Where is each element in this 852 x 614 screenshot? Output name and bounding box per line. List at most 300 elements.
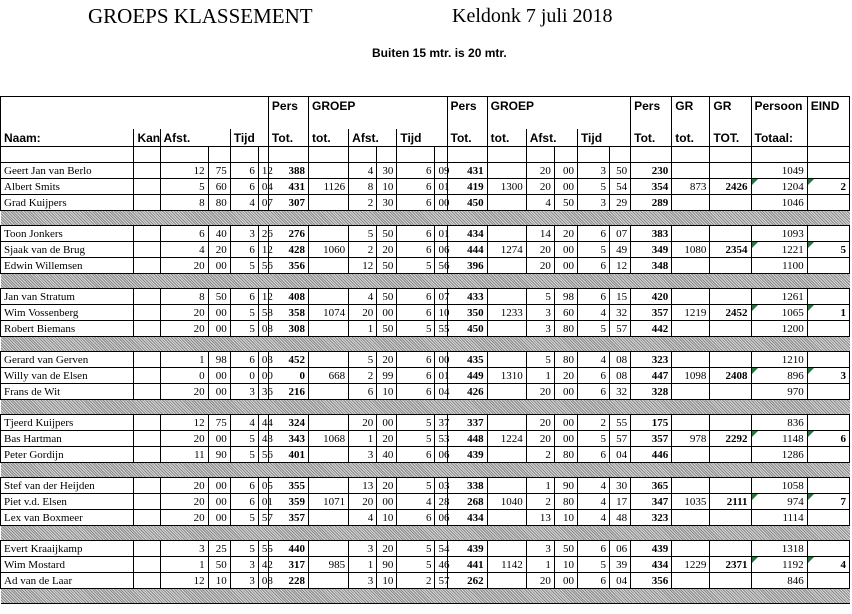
cell-tijd2b: 55 [435, 321, 447, 337]
cell-tijd1b: 58 [258, 305, 268, 321]
cell-tijd3b: 57 [610, 431, 631, 447]
cell-pers2: 434 [447, 226, 487, 242]
cell-tijd1b: 57 [258, 510, 268, 526]
cell-grtot [710, 447, 751, 463]
cell-grtot [710, 478, 751, 494]
cell-pers2: 426 [447, 384, 487, 400]
cell-afst2a: 1 [349, 321, 377, 337]
cell-gr [672, 478, 710, 494]
cell-pers1: 408 [268, 289, 308, 305]
cell-pers1: 356 [268, 258, 308, 274]
cell-kan [134, 415, 160, 431]
cell-afst3a: 4 [526, 195, 554, 211]
cell-afst1a: 5 [160, 179, 208, 195]
cell-persoon: 1200 [751, 321, 807, 337]
cell-pers2: 268 [447, 494, 487, 510]
cell-name: Albert Smits [1, 179, 134, 195]
cell-tijd1b: 08 [258, 573, 268, 589]
cell-pers1: 452 [268, 352, 308, 368]
header-blank [1, 97, 269, 130]
cell-grp2 [487, 510, 526, 526]
cell-afst1a: 20 [160, 258, 208, 274]
cell-tijd3b: 49 [610, 242, 631, 258]
cell-pers1: 359 [268, 494, 308, 510]
cell-afst1a: 12 [160, 163, 208, 179]
cell-grtot [710, 321, 751, 337]
cell-name: Evert Kraaijkamp [1, 541, 134, 557]
table-row [1, 289, 850, 305]
cell-gr [672, 195, 710, 211]
cell-pers2: 434 [447, 510, 487, 526]
col-naam: Naam: [1, 129, 134, 147]
cell-persoon: 836 [751, 415, 807, 431]
cell-eind [807, 478, 849, 494]
cell-grp1 [309, 384, 349, 400]
cell-tijd2b: 06 [435, 242, 447, 258]
cell-afst2a: 20 [349, 305, 377, 321]
cell-afst1b: 00 [208, 258, 230, 274]
cell-afst1b: 75 [208, 163, 230, 179]
cell-kan [134, 289, 160, 305]
cell-afst1b: 00 [208, 478, 230, 494]
cell-tijd2b: 04 [435, 384, 447, 400]
cell-eind [807, 447, 849, 463]
cell-grp2 [487, 289, 526, 305]
cell-afst2b: 30 [377, 195, 397, 211]
cell-afst3b: 00 [554, 163, 577, 179]
cell-tijd1a: 6 [230, 352, 258, 368]
cell-eind [807, 510, 849, 526]
cell-afst3b: 80 [554, 321, 577, 337]
cell-tijd3a: 4 [577, 510, 609, 526]
cell-tijd2a: 6 [397, 226, 435, 242]
cell-tijd2b: 37 [435, 415, 447, 431]
table-row [1, 557, 850, 573]
cell-afst1b: 98 [208, 352, 230, 368]
cell-afst2a: 3 [349, 541, 377, 557]
cell-pers1: 355 [268, 478, 308, 494]
cell-tijd2b: 09 [435, 163, 447, 179]
table-row [1, 242, 850, 258]
cell-afst2b: 00 [377, 415, 397, 431]
group-separator [1, 337, 850, 352]
cell-gr [672, 258, 710, 274]
cell-name: Robert Biemans [1, 321, 134, 337]
cell-persoon: 1318 [751, 541, 807, 557]
cell-afst2b: 10 [377, 179, 397, 195]
cell-tijd1b: 05 [258, 478, 268, 494]
cell-gr [672, 415, 710, 431]
group-separator [1, 211, 850, 226]
cell-afst1b: 00 [208, 494, 230, 510]
cell-tijd2b: 01 [435, 226, 447, 242]
cell-afst3b: 00 [554, 431, 577, 447]
cell-afst2b: 90 [377, 557, 397, 573]
cell-afst3b: 60 [554, 305, 577, 321]
col-groep-2: GROEP [487, 97, 630, 130]
separator-band [1, 589, 850, 604]
cell-afst2a: 20 [349, 494, 377, 510]
cell-grp2 [487, 541, 526, 557]
cell-tijd1b: 36 [258, 384, 268, 400]
cell-persoon: 1100 [751, 258, 807, 274]
cell-afst1b: 80 [208, 195, 230, 211]
cell-grp1: 668 [309, 368, 349, 384]
cell-pers3: 356 [631, 573, 672, 589]
cell-pers2: 431 [447, 163, 487, 179]
cell-grp1: 1071 [309, 494, 349, 510]
cell-grtot [710, 384, 751, 400]
cell-tijd3b: 07 [610, 226, 631, 242]
cell-afst2a: 4 [349, 163, 377, 179]
cell-afst2b: 00 [377, 305, 397, 321]
cell-tijd3b: 30 [610, 478, 631, 494]
cell-grp1 [309, 321, 349, 337]
cell-tijd1b: 42 [258, 557, 268, 573]
cell-grp2: 1300 [487, 179, 526, 195]
separator-band [1, 400, 850, 415]
cell-tijd2b: 54 [435, 541, 447, 557]
group-ranking-table [0, 96, 850, 604]
cell-gr: 1035 [672, 494, 710, 510]
cell-tijd3b: 12 [610, 258, 631, 274]
cell-tijd3a: 5 [577, 557, 609, 573]
cell-afst3a: 20 [526, 258, 554, 274]
cell-pers1: 307 [268, 195, 308, 211]
col-pers-1: Pers [268, 97, 308, 130]
cell-eind [807, 384, 849, 400]
cell-afst3a: 3 [526, 541, 554, 557]
cell-pers3: 383 [631, 226, 672, 242]
cell-tijd3b: 08 [610, 352, 631, 368]
cell-afst3a: 20 [526, 242, 554, 258]
cell-tijd1a: 6 [230, 242, 258, 258]
cell-afst1b: 40 [208, 226, 230, 242]
cell-tijd3a: 6 [577, 447, 609, 463]
cell-afst1a: 20 [160, 305, 208, 321]
cell-afst1a: 20 [160, 431, 208, 447]
col-tijd-1: Tijd [230, 129, 268, 147]
cell-kan [134, 195, 160, 211]
cell-pers2: 396 [447, 258, 487, 274]
cell-afst2a: 2 [349, 368, 377, 384]
cell-grp2 [487, 447, 526, 463]
cell-tijd2a: 6 [397, 352, 435, 368]
col-persoon: Persoon [751, 97, 807, 130]
cell-tijd2a: 6 [397, 384, 435, 400]
cell-tijd1b: 56 [258, 258, 268, 274]
cell-eind: 5 [807, 242, 849, 258]
page-title: GROEPS KLASSEMENT [88, 4, 313, 28]
cell-kan [134, 242, 160, 258]
cell-afst1a: 12 [160, 415, 208, 431]
table-row [1, 163, 850, 179]
cell-afst2b: 50 [377, 226, 397, 242]
cell-tijd3a: 6 [577, 258, 609, 274]
col-eind-blank [807, 129, 849, 147]
cell-tijd1a: 3 [230, 557, 258, 573]
cell-tijd3a: 4 [577, 352, 609, 368]
cell-afst1b: 00 [208, 321, 230, 337]
table-row [1, 541, 850, 557]
cell-tijd2a: 5 [397, 557, 435, 573]
cell-grp1: 985 [309, 557, 349, 573]
cell-pers3: 289 [631, 195, 672, 211]
cell-tijd3a: 5 [577, 179, 609, 195]
cell-persoon: 974 [751, 494, 807, 510]
cell-eind [807, 573, 849, 589]
cell-afst3b: 80 [554, 494, 577, 510]
cell-pers2: 262 [447, 573, 487, 589]
cell-kan [134, 447, 160, 463]
cell-tijd3a: 6 [577, 384, 609, 400]
cell-afst2b: 00 [377, 494, 397, 510]
cell-afst1b: 00 [208, 431, 230, 447]
cell-grp1 [309, 289, 349, 305]
cell-tijd1a: 6 [230, 478, 258, 494]
cell-tijd3a: 4 [577, 494, 609, 510]
cell-afst1b: 60 [208, 179, 230, 195]
cell-pers1: 228 [268, 573, 308, 589]
cell-grp2: 1224 [487, 431, 526, 447]
cell-gr: 1219 [672, 305, 710, 321]
cell-tijd2b: 03 [435, 478, 447, 494]
cell-kan [134, 510, 160, 526]
cell-afst1a: 11 [160, 447, 208, 463]
cell-afst3a: 14 [526, 226, 554, 242]
cell-pers3: 357 [631, 431, 672, 447]
cell-tijd2b: 00 [435, 352, 447, 368]
cell-tijd2a: 6 [397, 289, 435, 305]
cell-grp1 [309, 447, 349, 463]
cell-tijd3a: 4 [577, 478, 609, 494]
cell-kan [134, 179, 160, 195]
cell-grp1: 1126 [309, 179, 349, 195]
group-separator [1, 526, 850, 541]
cell-tijd3b: 08 [610, 368, 631, 384]
cell-eind [807, 352, 849, 368]
col-tot-1: Tot. [268, 129, 308, 147]
cell-tijd1a: 3 [230, 384, 258, 400]
table-row [1, 510, 850, 526]
cell-pers1: 324 [268, 415, 308, 431]
cell-afst2a: 5 [349, 352, 377, 368]
cell-pers1: 357 [268, 510, 308, 526]
cell-tijd3b: 32 [610, 384, 631, 400]
col-tot-3: Tot. [631, 129, 672, 147]
group-separator [1, 463, 850, 478]
cell-afst3b: 80 [554, 352, 577, 368]
cell-persoon: 1221 [751, 242, 807, 258]
cell-tijd3b: 15 [610, 289, 631, 305]
cell-tijd2a: 4 [397, 494, 435, 510]
cell-afst2b: 20 [377, 431, 397, 447]
cell-pers1: 276 [268, 226, 308, 242]
cell-afst1a: 20 [160, 321, 208, 337]
cell-afst1a: 20 [160, 384, 208, 400]
cell-grtot: 2452 [710, 305, 751, 321]
cell-pers3: 323 [631, 510, 672, 526]
cell-grp1 [309, 573, 349, 589]
cell-name: Frans de Wit [1, 384, 134, 400]
cell-afst2b: 10 [377, 384, 397, 400]
cell-persoon: 1148 [751, 431, 807, 447]
cell-afst3b: 10 [554, 557, 577, 573]
cell-grp2 [487, 478, 526, 494]
cell-tijd3a: 6 [577, 368, 609, 384]
cell-afst3b: 20 [554, 226, 577, 242]
cell-kan [134, 541, 160, 557]
cell-afst1b: 00 [208, 305, 230, 321]
cell-name: Toon Jonkers [1, 226, 134, 242]
group-separator [1, 589, 850, 604]
cell-afst2a: 2 [349, 242, 377, 258]
cell-tijd1b: 01 [258, 494, 268, 510]
cell-kan [134, 573, 160, 589]
cell-afst3b: 98 [554, 289, 577, 305]
cell-afst2a: 3 [349, 447, 377, 463]
cell-afst3a: 1 [526, 478, 554, 494]
cell-pers1: 428 [268, 242, 308, 258]
cell-name: Peter Gordijn [1, 447, 134, 463]
cell-pers2: 444 [447, 242, 487, 258]
cell-pers3: 230 [631, 163, 672, 179]
cell-gr [672, 510, 710, 526]
cell-afst1a: 0 [160, 368, 208, 384]
cell-pers2: 435 [447, 352, 487, 368]
cell-afst1b: 75 [208, 415, 230, 431]
cell-tijd1b: 26 [258, 226, 268, 242]
cell-pers3: 328 [631, 384, 672, 400]
table-row [1, 226, 850, 242]
cell-afst2b: 10 [377, 573, 397, 589]
table-row [1, 305, 850, 321]
cell-afst3a: 1 [526, 557, 554, 573]
cell-afst3b: 80 [554, 447, 577, 463]
cell-persoon: 896 [751, 368, 807, 384]
cell-afst2b: 99 [377, 368, 397, 384]
cell-grp2: 1274 [487, 242, 526, 258]
cell-persoon: 1065 [751, 305, 807, 321]
cell-pers1: 440 [268, 541, 308, 557]
cell-tijd1a: 6 [230, 289, 258, 305]
cell-pers3: 349 [631, 242, 672, 258]
cell-name: Lex van Boxmeer [1, 510, 134, 526]
cell-tijd2a: 6 [397, 242, 435, 258]
cell-tijd2b: 01 [435, 179, 447, 195]
cell-name: Bas Hartman [1, 431, 134, 447]
cell-kan [134, 431, 160, 447]
cell-grp2 [487, 352, 526, 368]
cell-gr [672, 573, 710, 589]
cell-afst3b: 00 [554, 384, 577, 400]
cell-pers2: 433 [447, 289, 487, 305]
cell-afst3a: 13 [526, 510, 554, 526]
table-row [1, 494, 850, 510]
cell-name: Willy van de Elsen [1, 368, 134, 384]
cell-kan [134, 305, 160, 321]
table-row [1, 195, 850, 211]
cell-afst3a: 5 [526, 352, 554, 368]
cell-tijd2a: 6 [397, 368, 435, 384]
col-afst-2: Afst. [349, 129, 397, 147]
col-grp-tot-2: tot. [487, 129, 526, 147]
cell-persoon: 1261 [751, 289, 807, 305]
table-row [1, 321, 850, 337]
cell-name: Sjaak van de Brug [1, 242, 134, 258]
cell-afst2a: 2 [349, 195, 377, 211]
cell-afst2a: 8 [349, 179, 377, 195]
cell-tijd1b: 12 [258, 242, 268, 258]
cell-tijd3a: 6 [577, 226, 609, 242]
cell-afst1a: 8 [160, 289, 208, 305]
cell-gr [672, 384, 710, 400]
cell-eind: 3 [807, 368, 849, 384]
cell-tijd1a: 5 [230, 447, 258, 463]
cell-tijd3b: 17 [610, 494, 631, 510]
cell-afst1a: 1 [160, 557, 208, 573]
cell-grtot [710, 573, 751, 589]
cell-pers1: 431 [268, 179, 308, 195]
cell-afst3b: 10 [554, 510, 577, 526]
cell-tijd1a: 5 [230, 305, 258, 321]
cell-persoon: 970 [751, 384, 807, 400]
cell-grp2: 1040 [487, 494, 526, 510]
separator-band [1, 337, 850, 352]
cell-grp2 [487, 163, 526, 179]
cell-afst3a: 20 [526, 384, 554, 400]
cell-afst3a: 2 [526, 447, 554, 463]
cell-afst3a: 20 [526, 179, 554, 195]
cell-afst1b: 00 [208, 510, 230, 526]
cell-afst2a: 1 [349, 557, 377, 573]
cell-afst3b: 20 [554, 368, 577, 384]
col-gr: GR [672, 97, 710, 130]
cell-pers3: 323 [631, 352, 672, 368]
cell-pers2: 350 [447, 305, 487, 321]
cell-eind: 2 [807, 179, 849, 195]
cell-pers3: 354 [631, 179, 672, 195]
cell-afst3a: 2 [526, 494, 554, 510]
cell-tijd1a: 5 [230, 258, 258, 274]
cell-kan [134, 258, 160, 274]
cell-afst3b: 00 [554, 415, 577, 431]
group-separator [1, 400, 850, 415]
cell-afst3a: 3 [526, 321, 554, 337]
cell-name: Stef van der Heijden [1, 478, 134, 494]
cell-afst2a: 3 [349, 573, 377, 589]
table-row [1, 478, 850, 494]
cell-eind: 1 [807, 305, 849, 321]
col-eind: EIND [807, 97, 849, 130]
cell-afst1a: 20 [160, 510, 208, 526]
cell-grp1 [309, 195, 349, 211]
cell-kan [134, 163, 160, 179]
cell-name: Gerard van Gerven [1, 352, 134, 368]
cell-persoon: 1049 [751, 163, 807, 179]
cell-tijd3b: 54 [610, 179, 631, 195]
cell-tijd2a: 5 [397, 415, 435, 431]
col-totaal: Totaal: [751, 129, 807, 147]
cell-gr [672, 226, 710, 242]
cell-eind [807, 541, 849, 557]
separator-band [1, 274, 850, 289]
cell-grp1 [309, 258, 349, 274]
cell-grp1 [309, 510, 349, 526]
cell-eind [807, 226, 849, 242]
cell-gr: 1098 [672, 368, 710, 384]
col-groep-1: GROEP [309, 97, 447, 130]
